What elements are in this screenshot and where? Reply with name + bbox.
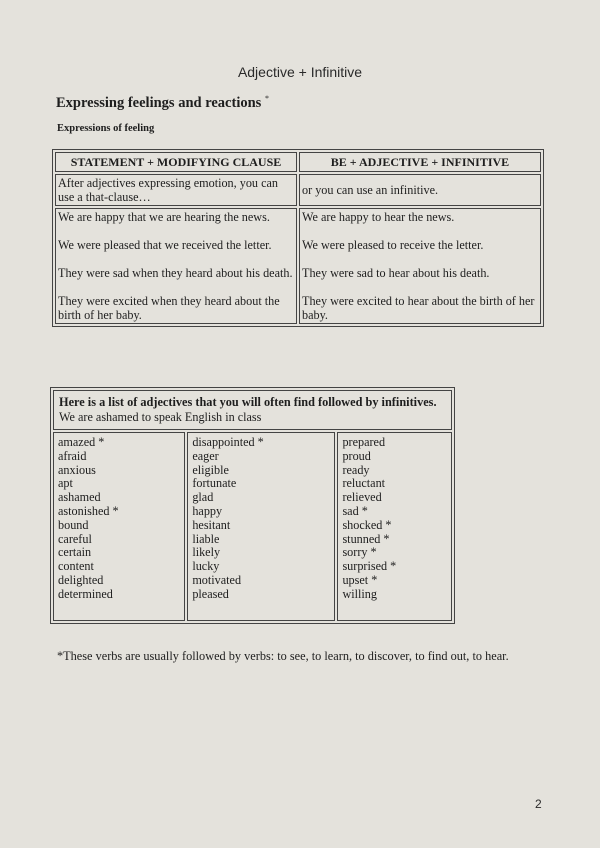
page-title: Adjective + Infinitive bbox=[237, 64, 363, 80]
adjectives-table bbox=[50, 387, 455, 624]
list-item: eligible bbox=[192, 462, 229, 477]
example-sentence: They were sad to hear about his death. bbox=[302, 266, 490, 280]
that-clause-examples bbox=[55, 208, 297, 324]
intro-that-clause: After adjectives expressing emotion, you can use a that-clause… bbox=[55, 174, 297, 206]
list-item: lucky bbox=[192, 559, 220, 574]
list-item: shocked * bbox=[342, 517, 392, 532]
list-item: reluctant bbox=[342, 476, 386, 491]
adjective-column-2 bbox=[187, 432, 335, 621]
table-row bbox=[55, 208, 541, 324]
list-item: fortunate bbox=[192, 476, 237, 491]
adjectives-list-row bbox=[53, 432, 452, 621]
adjective-column-3 bbox=[337, 432, 452, 621]
list-item: eager bbox=[192, 448, 219, 463]
header-be-adjective-infinitive: BE + ADJECTIVE + INFINITIVE bbox=[299, 152, 541, 172]
adjectives-heading-row bbox=[53, 390, 452, 430]
example-sentence: We are happy to hear the news. bbox=[302, 210, 455, 224]
list-item: ready bbox=[342, 462, 370, 477]
list-item: sorry * bbox=[342, 545, 377, 560]
list-item: prepared bbox=[342, 435, 386, 449]
list-item: amazed * bbox=[58, 435, 105, 449]
list-item: motivated bbox=[192, 572, 242, 587]
list-item: pleased bbox=[192, 586, 229, 601]
list-item: apt bbox=[58, 476, 73, 491]
section-title bbox=[56, 94, 269, 112]
adjectives-heading: Here is a list of adjectives that you will often find followed by infinitives. bbox=[59, 395, 437, 409]
list-item: anxious bbox=[58, 462, 96, 477]
example-sentence: We were pleased that we received the letter. bbox=[58, 238, 272, 252]
list-item: relieved bbox=[342, 490, 382, 505]
section-title-mark: * bbox=[264, 94, 269, 103]
example-sentence: We were pleased to receive the letter. bbox=[302, 238, 484, 252]
subsection-title: Expressions of feeling bbox=[57, 123, 155, 134]
adjective-column-1 bbox=[53, 432, 185, 621]
intro-infinitive: or you can use an infinitive. bbox=[299, 174, 541, 206]
list-item: proud bbox=[342, 448, 371, 463]
list-item: astonished * bbox=[58, 503, 119, 518]
list-item: careful bbox=[58, 531, 92, 546]
list-item: sad * bbox=[342, 503, 368, 518]
list-item: hesitant bbox=[192, 517, 231, 532]
list-item: certain bbox=[58, 545, 92, 560]
list-item: stunned * bbox=[342, 531, 390, 546]
example-sentence: They were excited when they heard about the birth of her baby. bbox=[58, 294, 280, 322]
list-item: liable bbox=[192, 531, 220, 546]
table-row bbox=[55, 174, 541, 206]
list-item: happy bbox=[192, 503, 223, 518]
table-header-row bbox=[55, 152, 541, 172]
expressions-table bbox=[52, 149, 544, 327]
example-sentence: We are happy that we are hearing the news. bbox=[58, 210, 270, 224]
list-item: bound bbox=[58, 517, 89, 532]
page-number: 2 bbox=[535, 797, 542, 811]
list-item: willing bbox=[342, 586, 377, 601]
list-item: glad bbox=[192, 490, 214, 505]
example-sentence: They were sad when they heard about his death. bbox=[58, 266, 293, 280]
infinitive-examples bbox=[299, 208, 541, 324]
list-item: ashamed bbox=[58, 490, 101, 505]
section-title-text: Expressing feelings and reactions bbox=[56, 94, 262, 111]
header-statement-clause: STATEMENT + MODIFYING CLAUSE bbox=[55, 152, 297, 172]
adjectives-example: We are ashamed to speak English in class bbox=[59, 410, 262, 424]
footnote: *These verbs are usually followed by verbs: to see, to learn, to discover, to find out, to hear. bbox=[57, 649, 509, 663]
list-item: disappointed * bbox=[192, 435, 264, 449]
example-sentence: They were excited to hear about the birth of her baby. bbox=[302, 294, 535, 322]
list-item: content bbox=[58, 559, 94, 574]
list-item: likely bbox=[192, 545, 221, 560]
list-item: determined bbox=[58, 586, 113, 601]
adjectives-heading-cell bbox=[53, 390, 452, 430]
list-item: afraid bbox=[58, 448, 87, 463]
list-item: delighted bbox=[58, 572, 104, 587]
list-item: upset * bbox=[342, 572, 378, 587]
list-item: surprised * bbox=[342, 559, 397, 574]
